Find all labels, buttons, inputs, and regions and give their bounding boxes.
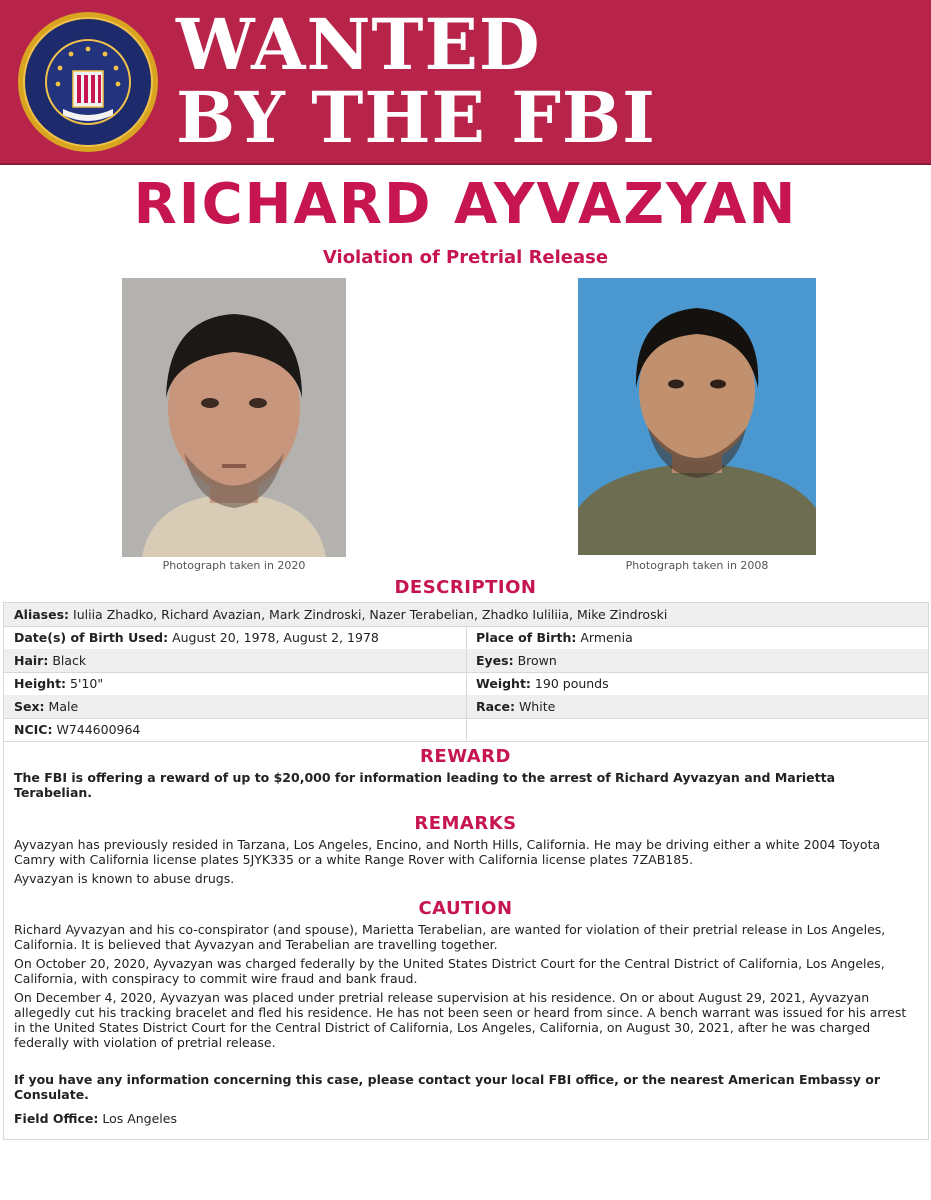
pob-value: Armenia xyxy=(580,630,633,645)
field-office-value: Los Angeles xyxy=(102,1111,177,1126)
field-office-label: Field Office: xyxy=(14,1111,99,1126)
aliases-label: Aliases: xyxy=(14,607,70,622)
height-value: 5'10" xyxy=(70,676,104,691)
photo-2008 xyxy=(578,278,816,555)
reward-heading: REWARD xyxy=(420,746,511,767)
aliases-row xyxy=(4,603,928,626)
sex-label: Sex: xyxy=(14,699,45,714)
remarks-paragraph-2: Ayvazyan is known to abuse drugs. xyxy=(14,871,235,886)
header-banner xyxy=(0,0,931,165)
photo-caption-2020: Photograph taken in 2020 xyxy=(162,559,306,572)
dob-label: Date(s) of Birth Used: xyxy=(14,630,169,645)
photo-caption-2008: Photograph taken in 2008 xyxy=(625,559,769,572)
fbi-seal xyxy=(17,11,159,153)
hair-label: Hair: xyxy=(14,653,49,668)
eyes-label: Eyes: xyxy=(476,653,514,668)
race-label: Race: xyxy=(476,699,515,714)
charge-subtitle: Violation of Pretrial Release xyxy=(322,247,609,268)
eyes-value: Brown xyxy=(517,653,557,668)
field-office xyxy=(14,1111,914,1126)
remarks-paragraph-1: Ayvazyan has previously resided in Tarzana, Los Angeles, Encino, and North Hills, California. He may be driving either a white 2004 Toyota Camry with California license plates 5JYK335 or a white Range Rover with California license plates 7ZAB185. xyxy=(14,837,881,867)
description-heading: DESCRIPTION xyxy=(394,577,537,598)
ncic-label: NCIC: xyxy=(14,722,53,737)
hair-value: Black xyxy=(52,653,87,668)
ncic-value: W744600964 xyxy=(56,722,141,737)
dob-value: August 20, 1978, August 2, 1978 xyxy=(172,630,379,645)
wanted-line-1: WANTED xyxy=(176,3,541,86)
caution-paragraph-2: On October 20, 2020, Ayvazyan was charged federally by the United States District Court for the Central District of California, Los Angeles, California, with conspiracy to commit wire fraud and bank fraud. xyxy=(14,956,885,986)
contact-text: If you have any information concerning this case, please contact your local FBI office, or the nearest American Embassy or Consulate. xyxy=(14,1072,881,1102)
caution-paragraph-1: Richard Ayvazyan and his co-conspirator (and spouse), Marietta Terabelian, are wanted for violation of their pretrial release in Los Angeles, California. It is believed that Ayvazyan and Terabelian are travelling together. xyxy=(14,922,886,952)
wanted-line-2: BY THE FBI xyxy=(176,76,656,159)
aliases-value: Iuliia Zhadko, Richard Avazian, Mark Zindroski, Nazer Terabelian, Zhadko Iuliliia, Mike Zindroski xyxy=(73,607,668,622)
race-value: White xyxy=(518,699,556,714)
weight-value: 190 pounds xyxy=(534,676,609,691)
remarks-heading: REMARKS xyxy=(414,813,517,834)
pob-label: Place of Birth: xyxy=(476,630,577,645)
caution-heading: CAUTION xyxy=(418,898,513,919)
photo-2020 xyxy=(122,278,346,557)
sex-value: Male xyxy=(48,699,79,714)
wanted-title xyxy=(176,3,656,159)
height-label: Height: xyxy=(14,676,67,691)
reward-text: The FBI is offering a reward of up to $20,000 for information leading to the arrest of Richard Ayvazyan and Marietta Terabelian. xyxy=(14,770,836,800)
weight-label: Weight: xyxy=(476,676,531,691)
subject-name: RICHARD AYVAZYAN xyxy=(133,172,798,237)
caution-paragraph-3: On December 4, 2020, Ayvazyan was placed under pretrial release supervision at his residence. On or about August 29, 2021, Ayvazyan allegedly cut his tracking bracelet and fled his residence. He has not been seen or heard from since. A bench warrant was issued for his arrest in the United States District Court for the Central District of California, Los Angeles, California, on August 30, 2021, after he was charged federally with violation of pretrial release. xyxy=(14,990,907,1050)
